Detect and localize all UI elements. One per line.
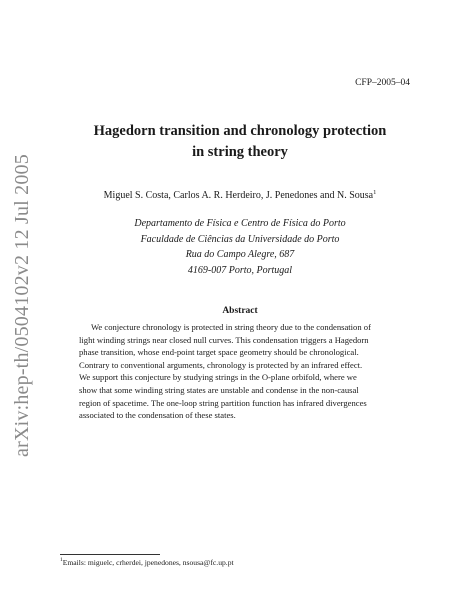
report-number: CFP–2005–04	[355, 78, 410, 88]
abstract-line: We conjecture chronology is protected in string theory due to the condensation of	[91, 322, 371, 332]
abstract-heading: Abstract	[222, 306, 258, 316]
affiliation-line: 4169-007 Porto, Portugal	[187, 264, 293, 276]
footnote-mark: 1	[60, 557, 63, 563]
abstract-line: phase transition, whose end-point target space geometry should be chronological.	[79, 347, 359, 358]
abstract-line: region of spacetime. The one-loop string partition function has infrared divergences	[79, 397, 367, 408]
abstract-line: show that some winding string states are unstable and condense in the non-causal	[79, 384, 359, 395]
footnote	[60, 558, 234, 567]
affiliation-block	[60, 216, 420, 278]
abstract-line: We support this conjecture by studying strings in the O-plane orbifold, where we	[79, 372, 357, 383]
abstract-line: Contrary to conventional arguments, chronology is protected by an infrared effect.	[79, 359, 363, 370]
footnote-divider	[60, 554, 160, 555]
footnote-text: Emails: miguelc, crherdei, jpenedones, nsousa@fc.up.pt	[62, 558, 234, 567]
paper-title	[60, 121, 420, 163]
authors-footnote-mark: 1	[373, 189, 377, 196]
abstract-line: light winding strings near closed null curves. This condensation triggers a Hagedorn	[79, 334, 369, 345]
arxiv-identifier-text: arXiv:hep-th/0504102v2 12 Jul 2005	[10, 153, 33, 457]
authors-text: Miguel S. Costa, Carlos A. R. Herdeiro, J. Penedones and N. Sousa	[103, 190, 374, 201]
abstract-line: associated to the condensation of these states.	[79, 410, 236, 421]
arxiv-identifier-sidebar	[2, 153, 42, 457]
affiliation-line: Rua do Campo Alegre, 687	[185, 249, 295, 260]
abstract-body	[79, 321, 392, 422]
author-list	[60, 190, 420, 201]
affiliation-line: Departamento de Física e Centro de Física do Porto	[134, 218, 346, 229]
title-line: in string theory	[192, 144, 288, 160]
title-line: Hagedorn transition and chronology protection	[93, 123, 387, 139]
affiliation-line: Faculdade de Ciências da Universidade do Porto	[140, 233, 340, 245]
